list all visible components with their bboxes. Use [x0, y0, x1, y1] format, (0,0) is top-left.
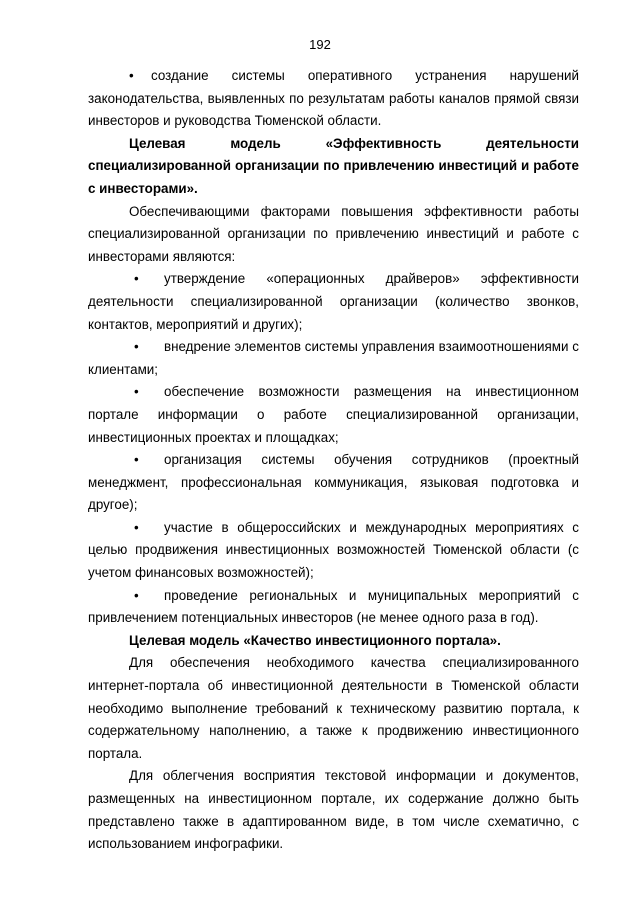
section-heading-portal-quality: Целевая модель «Качество инвестиционного портала». — [129, 632, 501, 648]
list-item-text: внедрение элементов системы управления взаимоотношениями с клиентами; — [88, 339, 579, 377]
bullet-icon: • — [134, 339, 139, 355]
intro-bullet-item — [88, 65, 579, 133]
section-heading-efficiency: Целевая модель «Эффективность деятельности специализированной организации по привлечению инвестиций и работе с инвесторами». — [88, 135, 579, 196]
list-item-text: проведение региональных и муниципальных мероприятий с привлечением потенциальных инвесторов (не менее одного раза в год). — [88, 587, 579, 626]
document-body — [88, 65, 579, 856]
body-paragraph: Для обеспечения необходимого качества специализированного интернет-портала об инвестиционной деятельности в Тюменской области необходимо выполнение требований к техническому развитию портала, к содержательному наполнению, а также к продвижению инвестиционного портала. — [88, 655, 579, 761]
list-item-text: обеспечение возможности размещения на инвестиционном портале информации о работе специализированной организации, инвестиционных проектах и площадках; — [88, 384, 579, 445]
list-item-text: организация системы обучения сотрудников (проектный менеджмент, профессиональная коммуникация, языковая подготовка и другое); — [88, 452, 579, 513]
list-item — [88, 381, 579, 449]
list-item — [88, 585, 579, 630]
bullet-icon: • — [134, 587, 139, 603]
section-intro-paragraph: Обеспечивающими факторами повышения эффективности работы специализированной организации по привлечению инвестиций и работе с инвесторами являются: — [88, 203, 579, 264]
page-number: 192 — [309, 37, 331, 52]
bullet-icon: • — [134, 519, 139, 535]
list-item — [88, 449, 579, 517]
list-item — [88, 517, 579, 585]
list-item — [88, 268, 579, 336]
intro-bullet-text: создание системы оперативного устранения нарушений законодательства, выявленных по результатам работы каналов прямой связи инвесторов и руководства Тюменской области. — [88, 68, 579, 129]
list-item-text: утверждение «операционных драйверов» эффективности деятельности специализированной организации (количество звонков, контактов, мероприятий и других); — [88, 271, 579, 332]
bullet-icon: • — [134, 384, 139, 400]
bullet-icon: • — [134, 452, 139, 468]
body-paragraph: Для облегчения восприятия текстовой информации и документов, размещенных на инвестиционном портале, их содержание должно быть представлено также в адаптированном виде, в том числе схематично, с использованием инфографики. — [88, 768, 579, 852]
bullet-icon: • — [129, 68, 134, 83]
list-item — [88, 336, 579, 381]
list-item-text: участие в общероссийских и международных мероприятиях с целью продвижения инвестиционных возможностей Тюменской области (с учетом финансовых возможностей); — [88, 519, 579, 581]
bullet-icon: • — [134, 271, 139, 287]
